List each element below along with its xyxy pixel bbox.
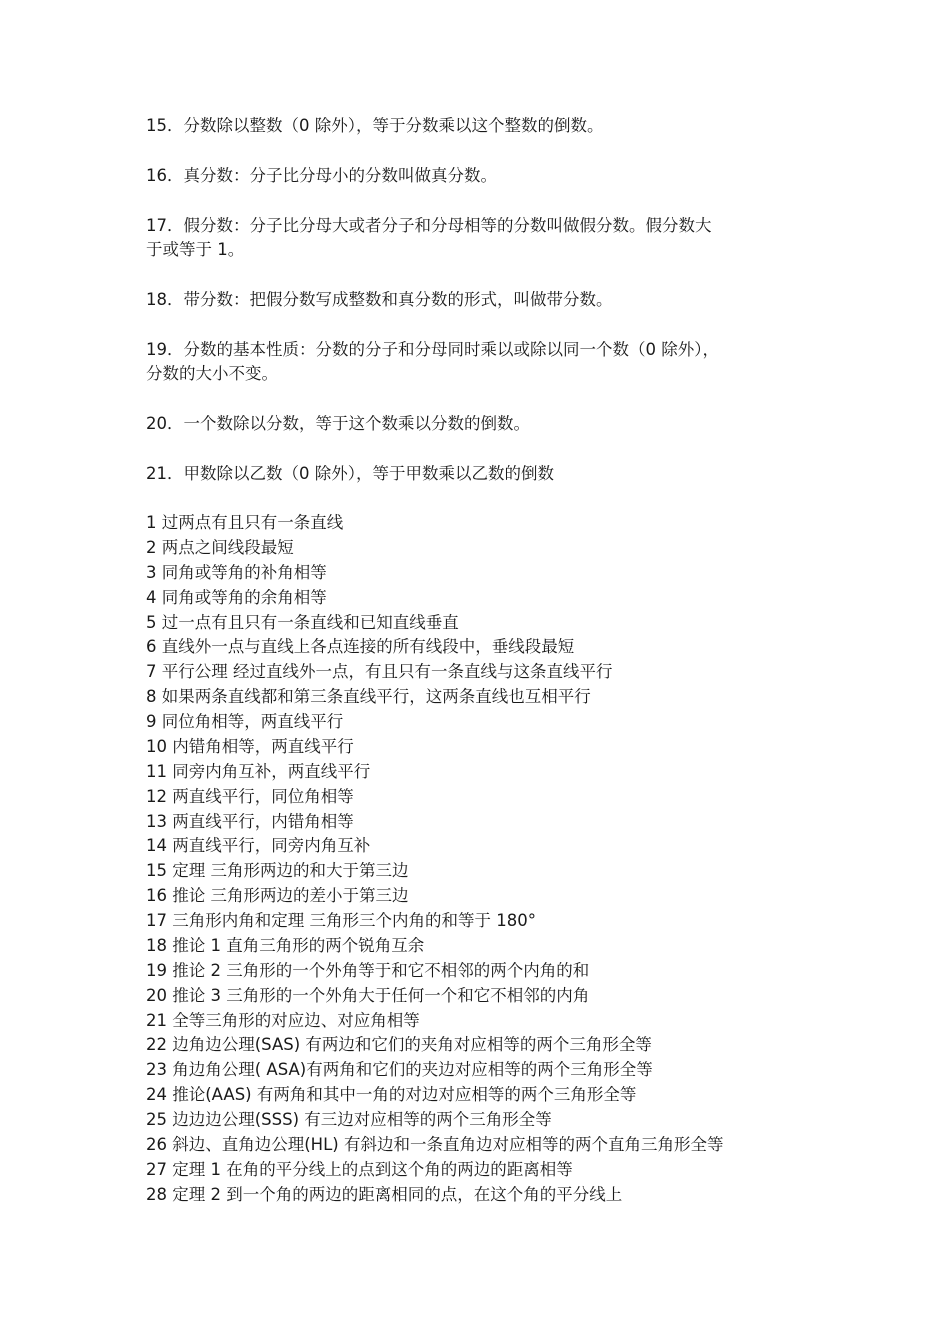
theorem-line: 26 斜边、直角边公理(HL) 有斜边和一条直角边对应相等的两个直角三角形全等 [146, 1135, 724, 1154]
theorem-line: 18 推论 1 直角三角形的两个锐角互余 [146, 936, 425, 955]
paragraph-15: 15．分数除以整数（0 除外），等于分数乘以这个整数的倒数。 [146, 116, 604, 135]
theorem-line: 22 边角边公理(SAS) 有两边和它们的夹角对应相等的两个三角形全等 [146, 1035, 652, 1054]
theorem-line: 1 过两点有且只有一条直线 [146, 513, 344, 532]
paragraph-21: 21．甲数除以乙数（0 除外），等于甲数乘以乙数的倒数 [146, 464, 554, 483]
paragraph-17-line-1: 17．假分数：分子比分母大或者分子和分母相等的分数叫做假分数。假分数大 [146, 216, 712, 235]
theorem-line: 19 推论 2 三角形的一个外角等于和它不相邻的两个内角的和 [146, 961, 590, 980]
paragraph-17 [146, 214, 814, 262]
theorem-line: 14 两直线平行，同旁内角互补 [146, 836, 371, 855]
paragraph-19-line-2: 分数的大小不变。 [146, 364, 278, 383]
theorem-line: 2 两点之间线段最短 [146, 538, 294, 557]
theorem-line: 15 定理 三角形两边的和大于第三边 [146, 861, 409, 880]
theorem-line: 27 定理 1 在角的平分线上的点到这个角的两边的距离相等 [146, 1160, 573, 1179]
theorem-line: 28 定理 2 到一个角的两边的距离相同的点，在这个角的平分线上 [146, 1185, 623, 1204]
theorem-line: 5 过一点有且只有一条直线和已知直线垂直 [146, 613, 459, 632]
theorem-line: 10 内错角相等，两直线平行 [146, 737, 354, 756]
theorem-line: 21 全等三角形的对应边、对应角相等 [146, 1011, 420, 1030]
theorem-line: 4 同角或等角的余角相等 [146, 588, 327, 607]
theorem-line: 6 直线外一点与直线上各点连接的所有线段中，垂线段最短 [146, 637, 575, 656]
theorem-line: 17 三角形内角和定理 三角形三个内角的和等于 180° [146, 911, 536, 930]
theorem-line: 16 推论 三角形两边的差小于第三边 [146, 886, 409, 905]
theorem-line: 3 同角或等角的补角相等 [146, 563, 327, 582]
theorem-line: 11 同旁内角互补，两直线平行 [146, 762, 371, 781]
theorem-line: 20 推论 3 三角形的一个外角大于任何一个和它不相邻的内角 [146, 986, 590, 1005]
theorem-line: 8 如果两条直线都和第三条直线平行，这两条直线也互相平行 [146, 687, 591, 706]
theorem-line: 23 角边角公理( ASA)有两角和它们的夹边对应相等的两个三角形全等 [146, 1060, 653, 1079]
paragraph-18: 18．带分数：把假分数写成整数和真分数的形式，叫做带分数。 [146, 290, 613, 309]
theorem-line: 25 边边边公理(SSS) 有三边对应相等的两个三角形全等 [146, 1110, 552, 1129]
theorem-line: 7 平行公理 经过直线外一点，有且只有一条直线与这条直线平行 [146, 662, 613, 681]
theorem-line: 9 同位角相等，两直线平行 [146, 712, 344, 731]
paragraph-19 [146, 338, 814, 386]
paragraph-20: 20．一个数除以分数，等于这个数乘以分数的倒数。 [146, 414, 530, 433]
theorem-line: 24 推论(AAS) 有两角和其中一角的对边对应相等的两个三角形全等 [146, 1085, 637, 1104]
paragraph-19-line-1: 19．分数的基本性质：分数的分子和分母同时乘以或除以同一个数（0 除外）， [146, 340, 719, 359]
theorem-line: 13 两直线平行，内错角相等 [146, 812, 354, 831]
paragraph-17-line-2: 于或等于 1。 [146, 240, 245, 259]
paragraph-16: 16．真分数：分子比分母小的分数叫做真分数。 [146, 166, 497, 185]
theorem-line: 12 两直线平行，同位角相等 [146, 787, 354, 806]
